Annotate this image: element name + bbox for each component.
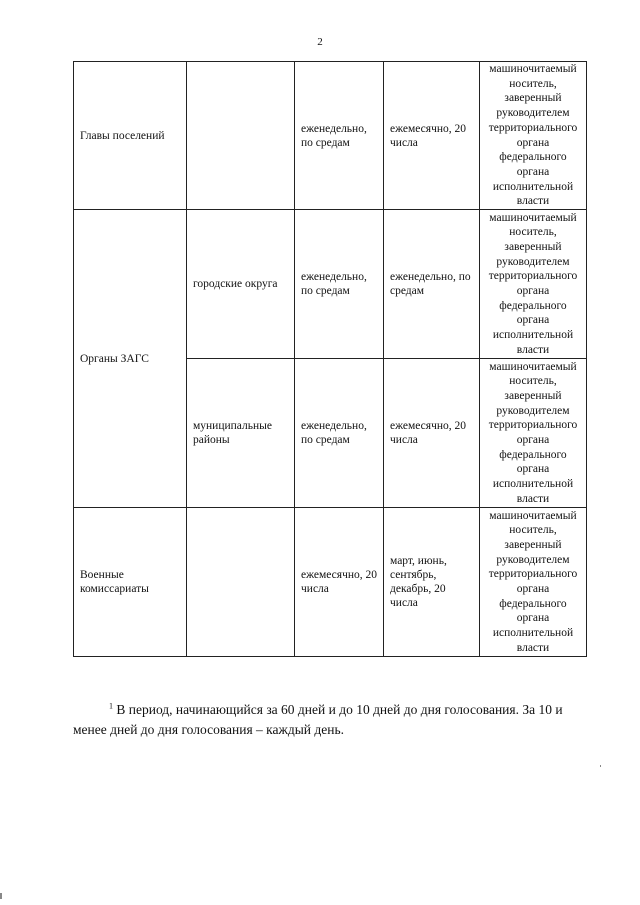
subgroup-cell (187, 508, 295, 657)
table-row (74, 62, 587, 210)
scan-speck (0, 893, 2, 899)
body-cell: Органы ЗАГС (74, 210, 187, 508)
medium-cell: машиночитаемый носитель, заверенный руководителем территориального органа федерального органа исполнительной власти (480, 210, 587, 359)
frequency-b-cell: ежемесячно, 20 числа (384, 359, 480, 508)
frequency-a-cell: еженедельно, по средам (295, 210, 384, 359)
table-row (74, 210, 587, 359)
medium-cell: машиночитаемый носитель, заверенный руководителем территориального органа федерального органа исполнительной власти (480, 508, 587, 657)
body-cell: Главы поселений (74, 62, 187, 210)
subgroup-cell: городские округа (187, 210, 295, 359)
scan-speck (600, 765, 601, 767)
medium-cell: машиночитаемый носитель, заверенный руководителем территориального органа федерального органа исполнительной власти (480, 359, 587, 508)
table-row (74, 508, 587, 657)
subgroup-cell (187, 62, 295, 210)
footnote-marker: 1 (109, 701, 113, 711)
frequency-b-cell: ежемесячно, 20 числа (384, 62, 480, 210)
frequency-a-cell: еженедельно, по средам (295, 62, 384, 210)
subgroup-cell: муниципальные районы (187, 359, 295, 508)
reporting-schedule-table (73, 61, 587, 657)
frequency-a-cell: еженедельно, по средам (295, 359, 384, 508)
footnote (73, 700, 593, 740)
frequency-b-cell: еженедельно, по средам (384, 210, 480, 359)
frequency-a-cell: ежемесячно, 20 числа (295, 508, 384, 657)
medium-cell: машиночитаемый носитель, заверенный руководителем территориального органа федерального органа исполнительной власти (480, 62, 587, 210)
frequency-b-cell: март, июнь, сентябрь, декабрь, 20 числа (384, 508, 480, 657)
footnote-text: В период, начинающийся за 60 дней и до 10 дней до дня голосования. За 10 и менее дней до дня голосования – каждый день. (73, 702, 563, 737)
page-number: 2 (317, 36, 323, 48)
body-cell: Военные комиссариаты (74, 508, 187, 657)
